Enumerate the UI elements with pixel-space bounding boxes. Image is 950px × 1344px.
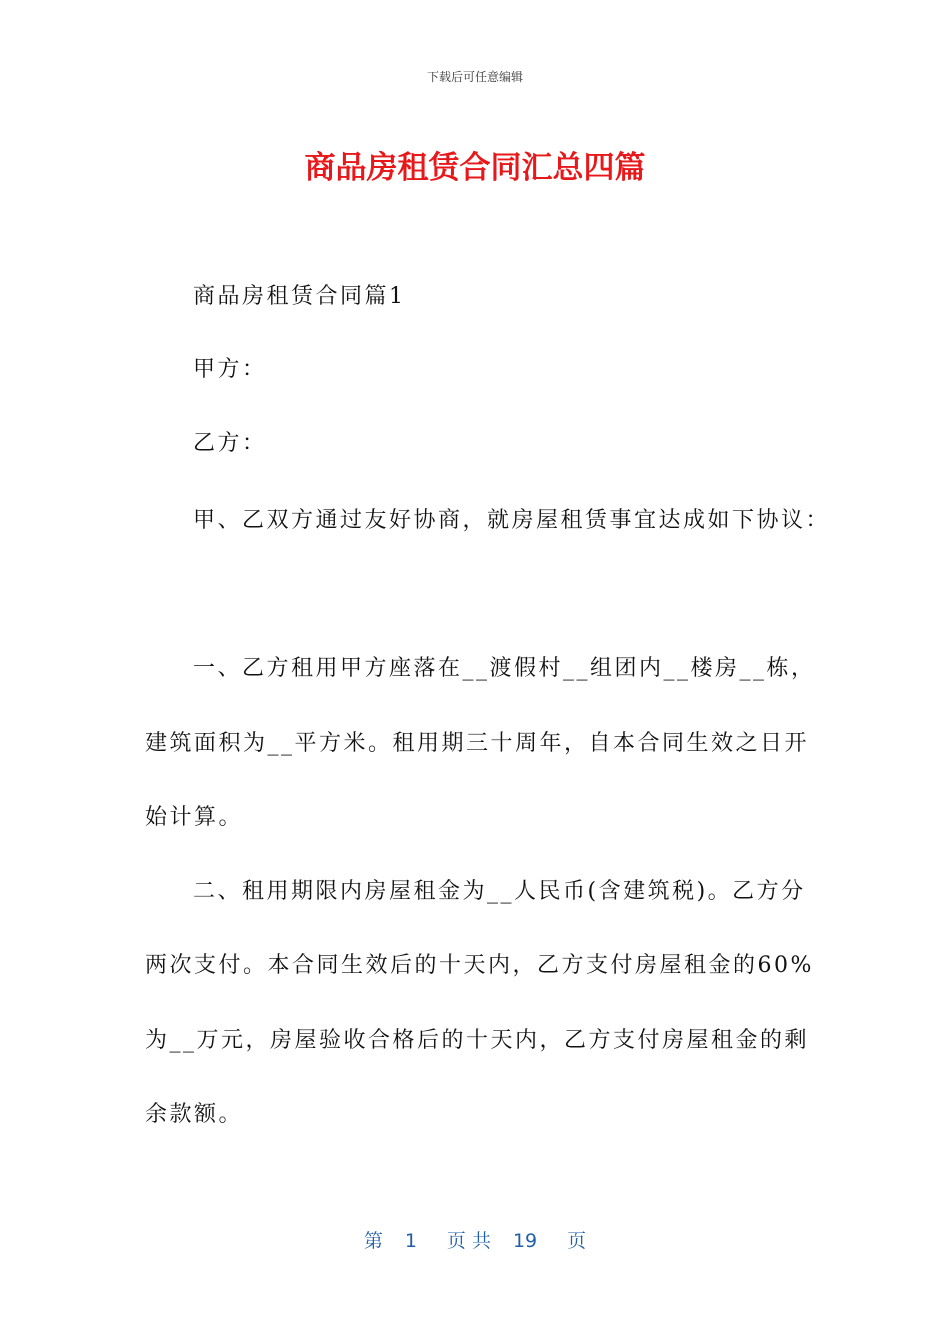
clause-1-line-1: 一、乙方租用甲方座落在__渡假村__组团内__楼房__栋， [193,656,816,681]
page-mid: 页 共 [446,1230,491,1252]
clause-2-line-1: 二、租用期限内房屋租金为__人民币(含建筑税)。乙方分 [193,879,806,904]
document-title: 商品房租赁合同汇总四篇 [304,150,646,186]
section-heading: 商品房租赁合同篇1 [193,284,406,309]
page-total: 19 [512,1230,538,1252]
clause-2-line-2: 两次支付。本合同生效后的十天内，乙方支付房屋租金的60% [145,953,814,978]
page-suffix: 页 [567,1230,587,1252]
party-b-line: 乙方： [193,431,267,456]
clause-2-line-4: 余款额。 [145,1102,244,1127]
page-current: 1 [404,1230,417,1252]
page-prefix: 第 [363,1230,383,1252]
clause-1-line-2: 建筑面积为__平方米。租用期三十周年，自本合同生效之日开 [145,731,810,756]
agreement-intro: 甲、乙双方通过友好协商，就房屋租赁事宜达成如下协议： [193,508,831,533]
page-footer [0,1226,950,1253]
party-a-line: 甲方： [193,357,267,382]
clause-2-line-3: 为__万元，房屋验收合格后的十天内，乙方支付房屋租金的剩 [145,1028,810,1053]
header-note: 下载后可任意编辑 [426,70,523,84]
clause-1-line-3: 始计算。 [145,805,244,830]
